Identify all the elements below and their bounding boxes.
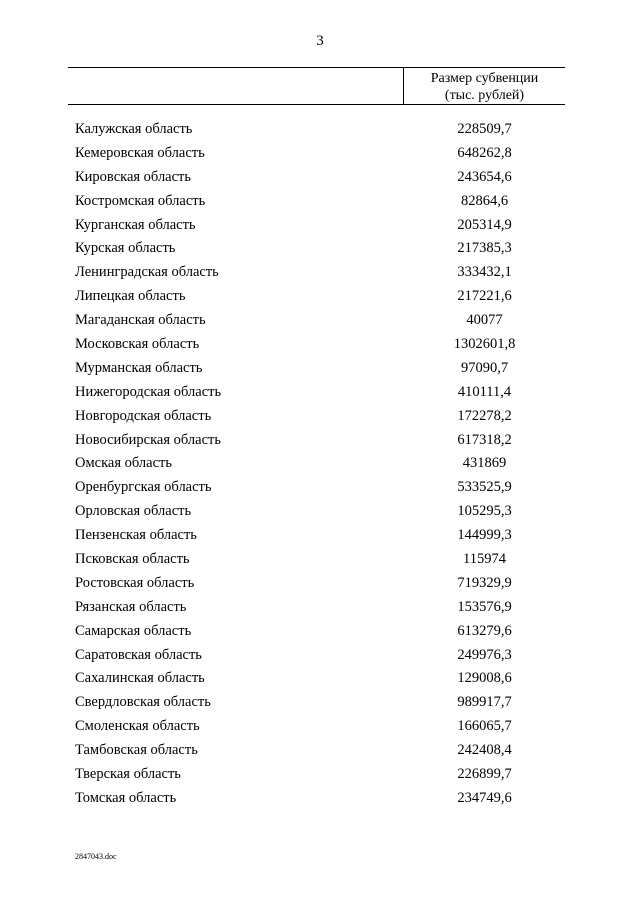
- subvention-value: 115974: [463, 551, 506, 568]
- subvention-value: 243654,6: [457, 168, 512, 185]
- table-row: [0, 190, 640, 214]
- subvention-value: 226899,7: [457, 766, 512, 783]
- table-row: [0, 405, 640, 429]
- subvention-value: 217221,6: [457, 288, 512, 305]
- table-row: [0, 381, 640, 405]
- region-name: Новосибирская область: [75, 431, 221, 448]
- table-row: [0, 214, 640, 238]
- table-row: [0, 763, 640, 787]
- region-name: Псковская область: [75, 551, 190, 568]
- region-name: Ростовская область: [75, 574, 195, 591]
- subvention-value: 249976,3: [457, 646, 512, 663]
- table-body: [0, 118, 640, 811]
- subvention-value: 166065,7: [457, 718, 512, 735]
- subvention-value: 153576,9: [457, 598, 512, 615]
- document-footer-filename: 2847043.doc: [75, 852, 117, 861]
- page-number: 3: [316, 33, 324, 49]
- table-row: [0, 644, 640, 668]
- region-name: Свердловская область: [75, 694, 211, 711]
- table-row: [0, 476, 640, 500]
- subvention-value: 105295,3: [457, 503, 512, 520]
- region-name: Смоленская область: [75, 718, 200, 735]
- subvention-value: 234749,6: [457, 789, 512, 806]
- column-header-line-2: (тыс. рублей): [444, 88, 525, 103]
- table-row: [0, 166, 640, 190]
- region-name: Магаданская область: [75, 312, 206, 329]
- table-row: [0, 309, 640, 333]
- subvention-value: 97090,7: [460, 359, 509, 376]
- region-name: Томская область: [75, 789, 177, 806]
- subvention-value: 172278,2: [457, 407, 512, 424]
- region-name: Курская область: [75, 240, 176, 257]
- subvention-value: 129008,6: [457, 670, 512, 687]
- table-row: [0, 691, 640, 715]
- region-name: Омская область: [75, 455, 172, 472]
- table-row: [0, 333, 640, 357]
- region-name: Новгородская область: [75, 407, 212, 424]
- region-name: Костромская область: [75, 192, 206, 209]
- region-name: Нижегородская область: [75, 383, 222, 400]
- table-row: [0, 572, 640, 596]
- subvention-value: 533525,9: [457, 479, 512, 496]
- table-row: [0, 620, 640, 644]
- subvention-value: 617318,2: [457, 431, 512, 448]
- table-row: [0, 237, 640, 261]
- subvention-value: 613279,6: [457, 622, 512, 639]
- region-name: Ленинградская область: [75, 264, 219, 281]
- subvention-value: 648262,8: [457, 144, 512, 161]
- subvention-value: 410111,4: [457, 383, 512, 400]
- region-name: Курганская область: [75, 216, 196, 233]
- table-row: [0, 142, 640, 166]
- table-row: [0, 357, 640, 381]
- region-name: Московская область: [75, 336, 200, 353]
- subvention-value: 333432,1: [457, 264, 512, 281]
- region-name: Калужская область: [75, 121, 193, 137]
- subvention-value: 217385,3: [457, 240, 512, 257]
- table-row: [0, 118, 640, 142]
- region-name: Кемеровская область: [75, 144, 205, 161]
- subvention-value: 82864,6: [460, 192, 509, 209]
- table-row: [0, 715, 640, 739]
- region-name: Рязанская область: [75, 598, 187, 615]
- region-name: Оренбургская область: [75, 479, 212, 496]
- table-row: [0, 667, 640, 691]
- table-row: [0, 548, 640, 572]
- subvention-value: 205314,9: [457, 216, 512, 233]
- region-name: Кировская область: [75, 168, 192, 185]
- subvention-value: 431869: [462, 455, 507, 472]
- region-name: Тамбовская область: [75, 742, 198, 759]
- subvention-value: 40077: [466, 312, 503, 329]
- table-row: [0, 596, 640, 620]
- region-name: Сахалинская область: [75, 670, 205, 687]
- region-name: Орловская область: [75, 503, 192, 520]
- region-name: Самарская область: [75, 622, 192, 639]
- table-row: [0, 500, 640, 524]
- subvention-value: 1302601,8: [453, 336, 516, 353]
- subvention-value: 719329,9: [457, 574, 512, 591]
- table-row: [0, 524, 640, 548]
- region-name: Мурманская область: [75, 359, 203, 376]
- subvention-value: 144999,3: [457, 527, 512, 544]
- table-row: [0, 787, 640, 811]
- region-name: Тверская область: [75, 766, 181, 783]
- table-header-bottom-rule: [68, 104, 565, 105]
- column-header-line-1: Размер субвенции: [430, 71, 539, 86]
- table-row: [0, 285, 640, 309]
- subvention-value: 242408,4: [457, 742, 512, 759]
- table-header-top-rule: [68, 67, 565, 68]
- subvention-value: 989917,7: [457, 694, 512, 711]
- table-row: [0, 429, 640, 453]
- region-name: Саратовская область: [75, 646, 202, 663]
- table-row: [0, 739, 640, 763]
- table-row: [0, 452, 640, 476]
- column-header-subvention-amount: [404, 70, 565, 104]
- region-name: Пензенская область: [75, 527, 197, 544]
- subvention-value: 228509,7: [457, 121, 512, 137]
- region-name: Липецкая область: [75, 288, 186, 305]
- table-row: [0, 261, 640, 285]
